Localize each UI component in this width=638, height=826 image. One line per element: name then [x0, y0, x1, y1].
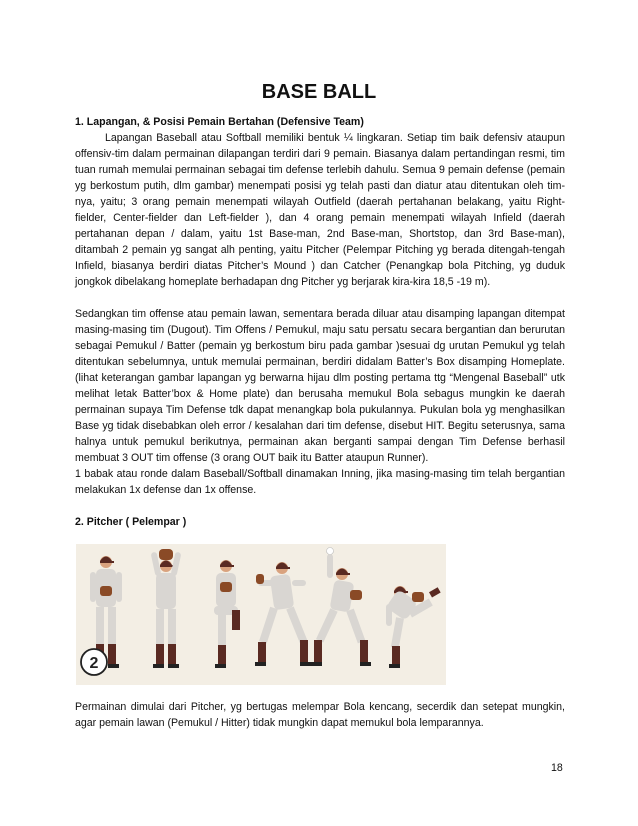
figure-number: 2	[89, 655, 99, 672]
pitcher-pose-5	[311, 548, 371, 667]
section-1-paragraph-2: Sedangkan tim offense atau pemain lawan, sementara berada diluar atau disamping lapangan ditempat masing-masing tim (Dugout). Tim Offens / Pemukul, maju satu persatu secara bergantian dan berurutan sebagai Pemukul / Batter (pemain yg berkostum biru pada gambar )sesuai dg urutan Pemukul yg telah ditentukan sebelumnya, untuk memulai permainan, berdiri didalam Batter’s Box disamping Homeplate.(lihat keterangan gambar lapangan yg berwarna hijau dlm posting pertama ttg “Mengenal Baseball” utk melihat letak Batter’box & Home plate) dan berusaha memukul Bola sebagus mungkin ke daerah permainan supaya Tim Defense tdk dapat menangkap bola pukulannya. Pukulan bola yg menghasilkan Base yg tidak disebabkan oleh error / kesalahan dari tim defense, disebut HIT. Begitu seterusnya, sama halnya untuk pemukul berikutnya, permainan akan berganti sampai dengan Tim Defense berhasil membuat 3 OUT tim offense (3 orang OUT baik itu Batter ataupun Runner).	[75, 308, 565, 464]
section-1-paragraph-1: Lapangan Baseball atau Softball memiliki bentuk ¼ lingkaran. Setiap tim baik defensiv ataupun offensiv-tim dalam permainan dilapangan terdiri dari 9 pemain. Biasanya dalam pertandingan resmi, tim tuan rumah memulai permainan sebagai tim defense terlebih dahulu. Semua 9 pemain defense (pemain yg berkostum putih, dlm gambar) menempati posisi yg telah pasti dan diatur atau ditentukan oleh tim-nya, yaitu; 3 orang pemain menempati wilayah Outfield (daerah pertahanan belakang, yaitu Right-fielder, Center-fielder dan Left-fielder ), dan 4 orang pemain menempati wilayah Infield (daerah pertahanan depan / dalam, yaitu 1st Base-man, 2nd Base-man, Shortstop, dan 3rd Base-man), ditambah 2 pemain yg sangat alh penting, yaitu Pitcher (Pelempar Pitching yg berada ditengah-tengah Infield, biasanya berdiri diatas Pitcher’s Mound ) dan Catcher (Penangkap bola Pitching, yg duduk jongkok dibelakang homeplate berhadapan dng Pitcher yg berjarak kira-kira 18,5 -19 m).	[75, 132, 565, 288]
section-1-paragraph-3: 1 babak atau ronde dalam Baseball/Softball dinamakan Inning, jika masing-masing tim telah bergantian melakukan 1x defense dan 1x offense.	[75, 468, 565, 496]
pitcher-sequence-figure	[76, 544, 446, 685]
baseball-icon	[327, 548, 334, 555]
section-2-heading: 2. Pitcher ( Pelempar )	[75, 516, 187, 528]
page-number: 18	[551, 762, 563, 774]
figure-number-badge	[81, 649, 107, 675]
section-2-body	[75, 699, 565, 731]
page-title: BASE BALL	[261, 81, 377, 103]
section-1-heading: 1. Lapangan, & Posisi Pemain Bertahan (Defensive Team)	[75, 116, 364, 128]
pitcher-pose-4	[255, 562, 311, 666]
pitcher-pose-2	[151, 549, 182, 668]
section-2-paragraph: Permainan dimulai dari Pitcher, yg bertugas melempar Bola kencang, secerdik dan setepat mungkin, agar pemain lawan (Pemukul / Hitter) tidak mungkin dapat memukul bola lemparannya.	[75, 701, 565, 729]
pitcher-sequence-illustration	[76, 544, 446, 685]
pitcher-pose-6	[386, 586, 441, 668]
section-1	[75, 114, 565, 530]
pitcher-pose-3	[214, 560, 240, 668]
